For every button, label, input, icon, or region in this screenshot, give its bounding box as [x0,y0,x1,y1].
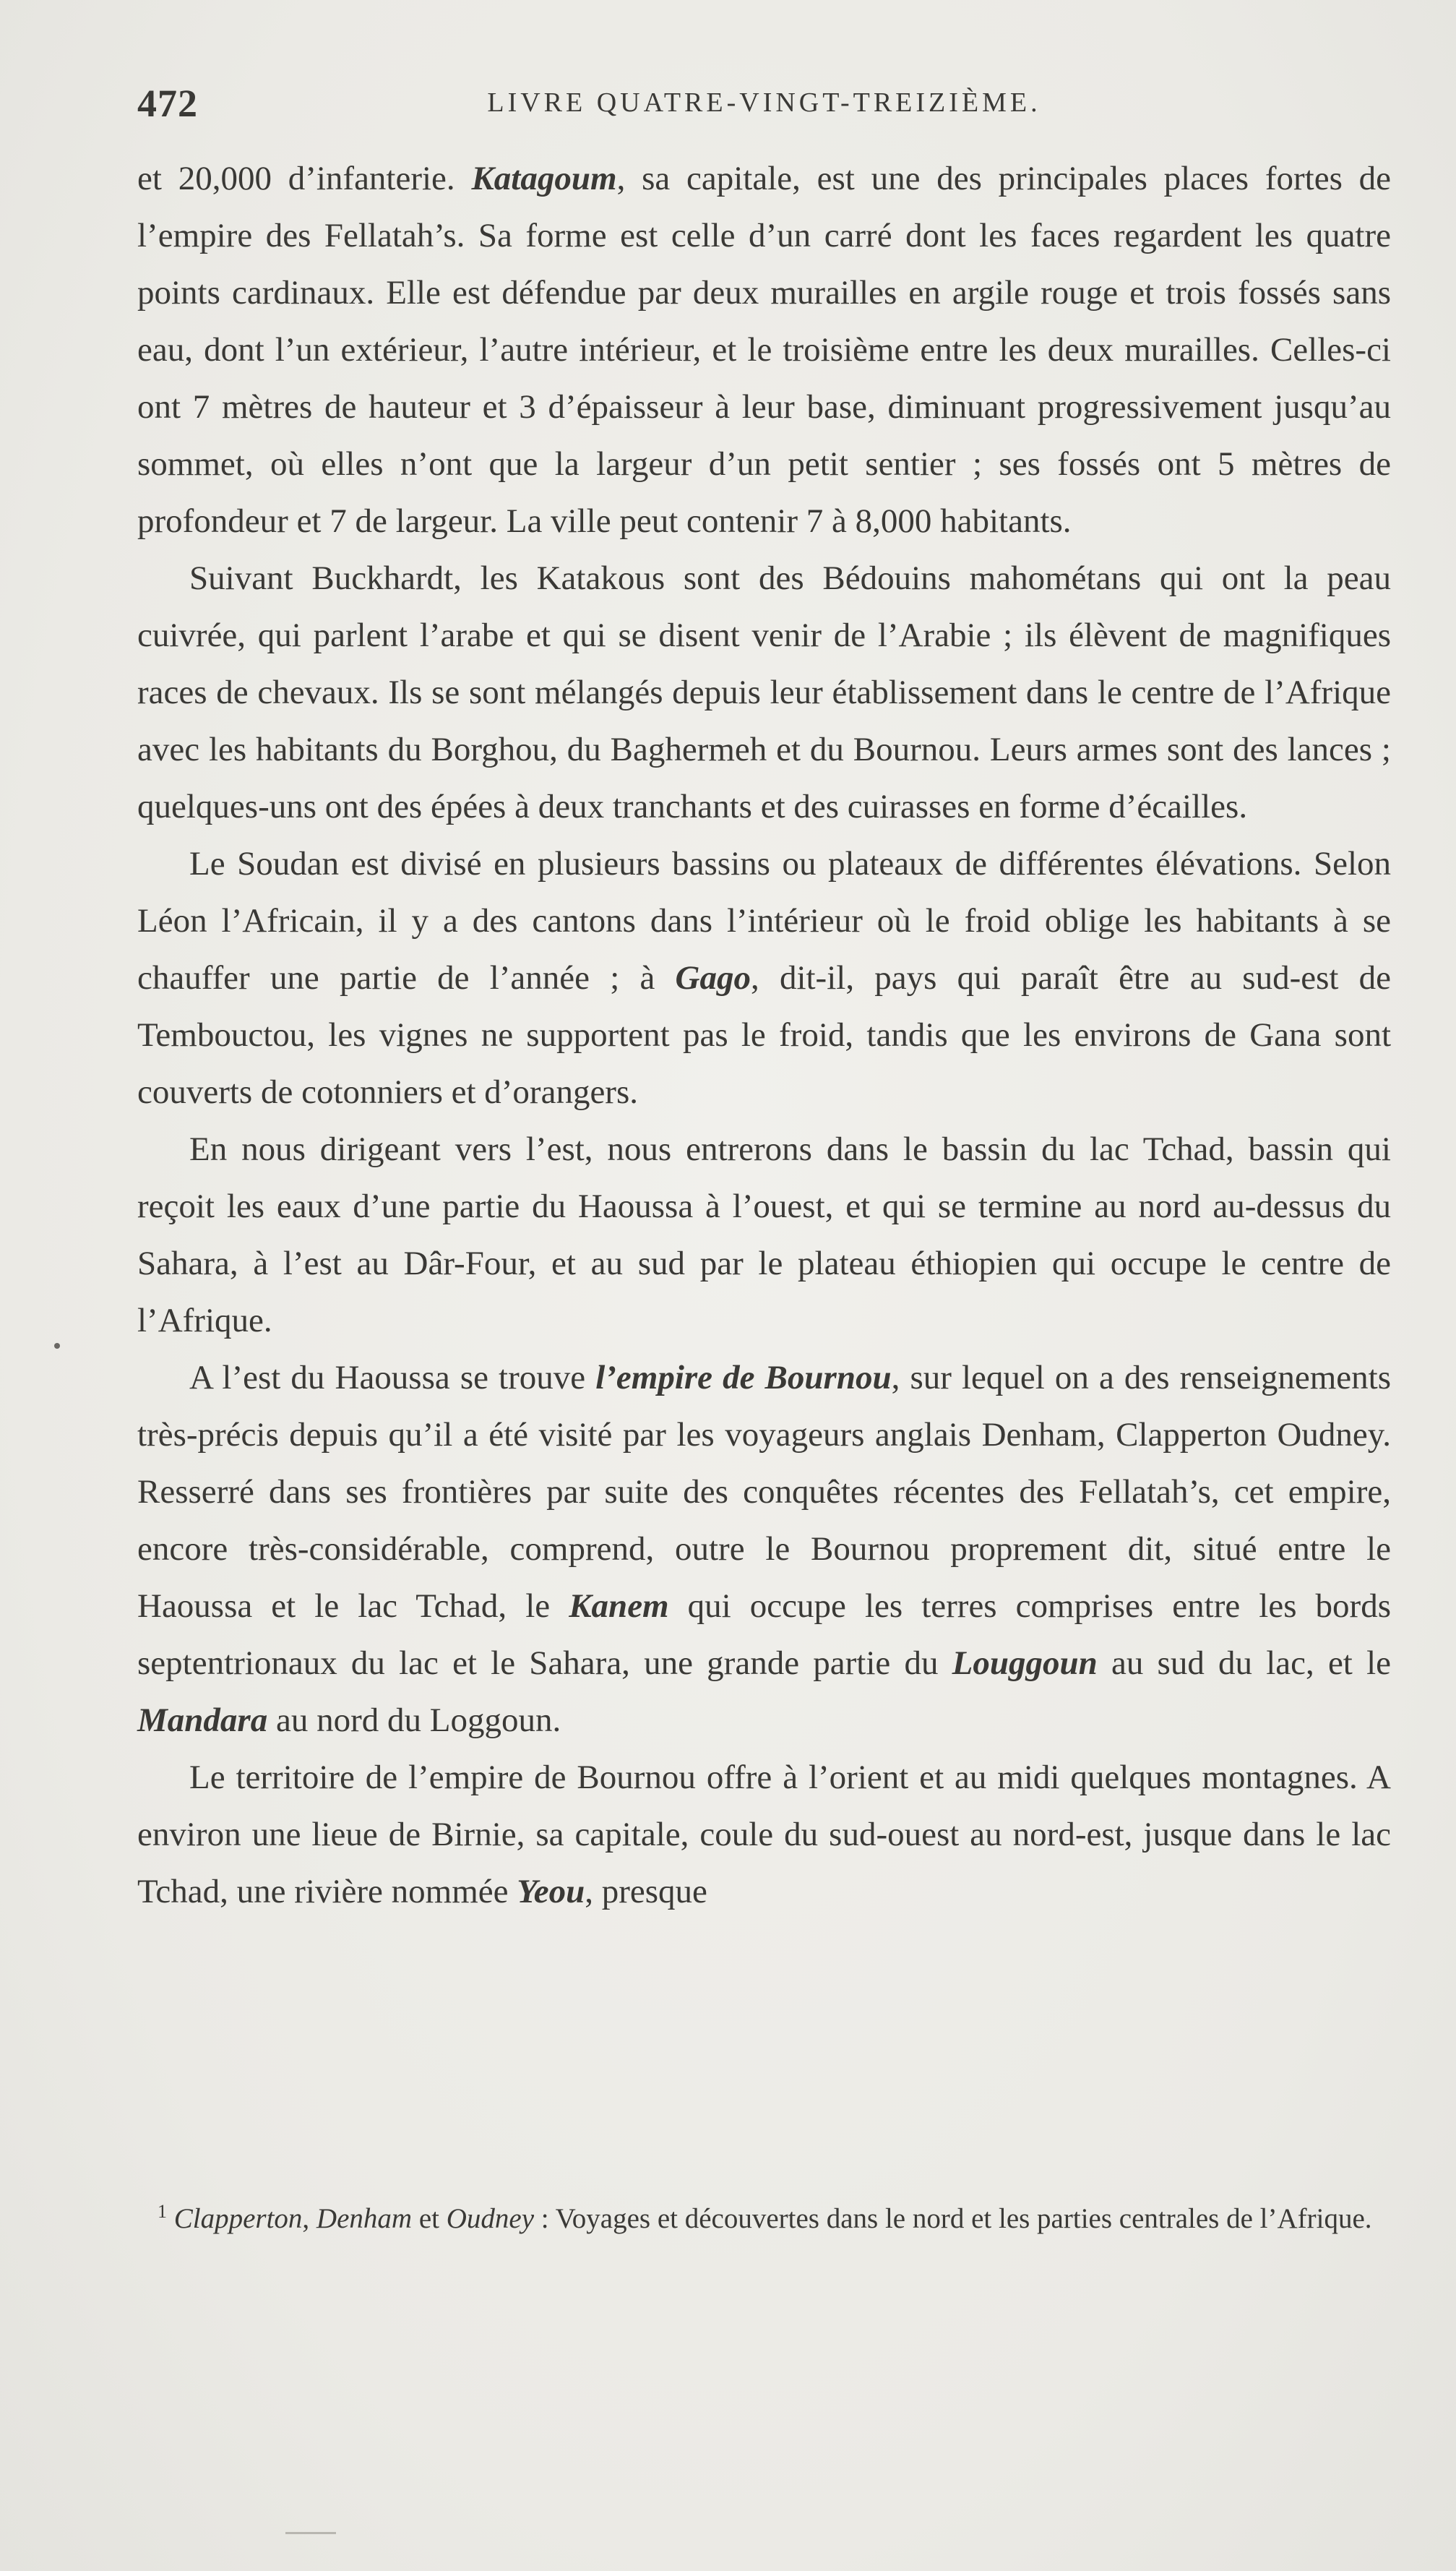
text-run: , presque [585,1873,707,1910]
page-number: 472 [137,82,198,125]
footnote-mark: 1 [158,2201,167,2222]
text-run: et [412,2203,447,2234]
italic-term: Katagoum [471,160,617,197]
italic-term: Gago [675,959,751,997]
italic-term: Kanem [569,1587,669,1625]
text-run: qui occupe les terres comprises entre les bords septentrionaux du lac et le Sahara, une grande partie du [137,1587,1391,1682]
italic-term: Denham [316,2203,413,2234]
text-run: , sa capitale, est une des principales places fortes de l’empire des Fellatah’s. Sa forme est celle d’un carré dont les faces regardent les quatre points cardinaux. Elle est défendue par deux murailles en argile rouge et trois fossés sans eau, dont l’un extérieur, l’autre intérieur, et le troisième entre les deux murailles. Celles-ci ont 7 mètres de hauteur et 3 d’épaisseur à leur base, diminuant progressivement jusqu’au sommet, où elles n’ont que la largeur d’un petit sentier ; ses fossés ont 5 mètres de profondeur et 7 de largeur. La ville peut contenir 7 à 8,000 habitants. [137,160,1391,540]
italic-term: Mandara [137,1701,268,1739]
text-run: , dit-il, pays qui paraît être au sud-est de Tembouctou, les vignes ne supportent pas le froid, tandis que les environs de Gana sont couverts de cotonniers et d’orangers. [137,959,1391,1111]
italic-term: Louggoun [952,1644,1098,1682]
footnote-text [174,2203,1372,2234]
italic-term: Yeou [517,1873,585,1910]
italic-term: l’empire de Bournou [595,1359,892,1396]
body-text [137,150,1391,1920]
italic-term: Clapperton [173,2203,303,2234]
running-title: LIVRE QUATRE-VINGT-TREIZIÈME. [487,87,1041,118]
text-run: , [302,2203,316,2234]
paragraph [137,836,1391,1121]
italic-term: Oudney [446,2203,535,2234]
footnote [137,2199,1391,2239]
text-run: , sur lequel on a des renseignements très-précis depuis qu’il a été visité par les voyageurs anglais Denham, Clapperton Oudney. Resserré dans ses frontières par suite des conquêtes récentes des Fellatah’s, cet empire, encore très-considérable, comprend, outre le Bournou proprement dit, situé entre le Haoussa et le lac Tchad, le [137,1359,1391,1625]
text-run: Le Soudan est divisé en plusieurs bassins ou plateaux de différentes élévations. Selon Léon l’Africain, il y a des cantons dans l’intérieur où le froid oblige les habitants à se chauffer une partie de l’année ; à [137,845,1391,997]
page-edge-mark [285,2532,336,2534]
paragraph [137,1749,1391,1920]
paragraph [137,1349,1391,1749]
text-run: Suivant Buckhardt, les Katakous sont des Bédouins mahométans qui ont la peau cuivrée, qui parlent l’arabe et qui se disent venir de l’Arabie ; ils élèvent de magnifiques races de chevaux. Ils se sont mélangés depuis leur établissement dans le centre de l’Afrique avec les habitants du Borghou, du Baghermeh et du Bournou. Leurs armes sont des lances ; quelques-uns ont des épées à deux tranchants et des cuirasses en forme d’écailles. [137,559,1391,825]
text-run: : Voyages et découvertes dans le nord et les parties centrales de l’Afrique. [534,2203,1372,2234]
text-run: et 20,000 d’infanterie. [137,160,472,197]
text-run: En nous dirigeant vers l’est, nous entrerons dans le bassin du lac Tchad, bassin qui reçoit les eaux d’une partie du Haoussa à l’ouest, et qui se termine au nord au-dessus du Sahara, à l’est au Dâr-Four, et au sud par le plateau éthiopien qui occupe le centre de l’Afrique. [137,1130,1391,1339]
paragraph [137,1121,1391,1349]
paragraph [137,150,1391,550]
footnotes [137,2199,1391,2239]
text-run: Le territoire de l’empire de Bournou offre à l’orient et au midi quelques montagnes. A environ une lieue de Birnie, sa capitale, coule du sud-ouest au nord-est, jusque dans le lac Tchad, une rivière nommée [137,1759,1391,1910]
text-run: A l’est du Haoussa se trouve [189,1359,596,1396]
text-run: au nord du Loggoun. [267,1701,561,1739]
paragraph [137,550,1391,836]
text-run: au sud du lac, et le [1097,1644,1391,1682]
page-header [137,81,1391,139]
ink-speck [54,1343,60,1349]
